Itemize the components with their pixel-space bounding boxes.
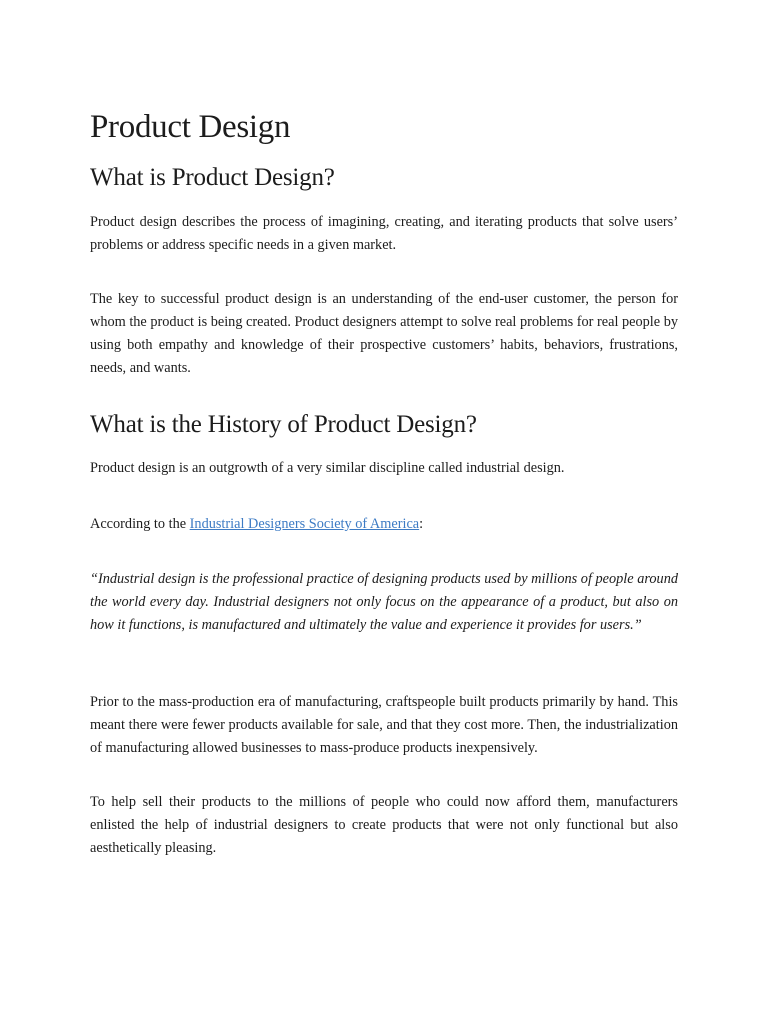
page-title: Product Design: [90, 109, 291, 145]
paragraph-definition: Product design describes the process of imagining, creating, and iterating products that solve users’ problems or address specific needs in a given market.: [90, 214, 678, 253]
section-heading-history: What is the History of Product Design?: [90, 411, 477, 438]
paragraph-key-to-success: The key to successful product design is an understanding of the end-user customer, the person for whom the product is being created. Product designers attempt to solve real problems for real people by using both empathy and knowledge of their prospective customers’ habits, behaviors, frustrations, needs, and wants.: [90, 291, 678, 376]
paragraph-help-sell: To help sell their products to the millions of people who could now afford them, manufacturers enlisted the help of industrial designers to create products that were not only functional but also aesthetically pleasing.: [90, 794, 678, 856]
according-suffix: :: [419, 516, 424, 532]
paragraph-according-to: [90, 513, 678, 536]
section-heading-what-is: What is Product Design?: [90, 164, 335, 191]
paragraph-mass-production: Prior to the mass-production era of manufacturing, craftspeople built products primarily by hand. This meant there were fewer products available for sale, and that they cost more. Then, the industrialization of manufacturing allowed businesses to mass-produce products inexpensively.: [90, 694, 678, 756]
paragraph-outgrowth: Product design is an outgrowth of a very similar discipline called industrial design.: [90, 460, 565, 476]
industrial-design-quote: “Industrial design is the professional practice of designing products used by millions of people around the world every day. Industrial designers not only focus on the appearance of a product, but also on how it functions, is manufactured and ultimately the value and experience it provides for users.”: [90, 571, 678, 633]
idsa-link[interactable]: Industrial Designers Society of America: [189, 516, 420, 532]
according-prefix: According to the: [90, 516, 190, 532]
